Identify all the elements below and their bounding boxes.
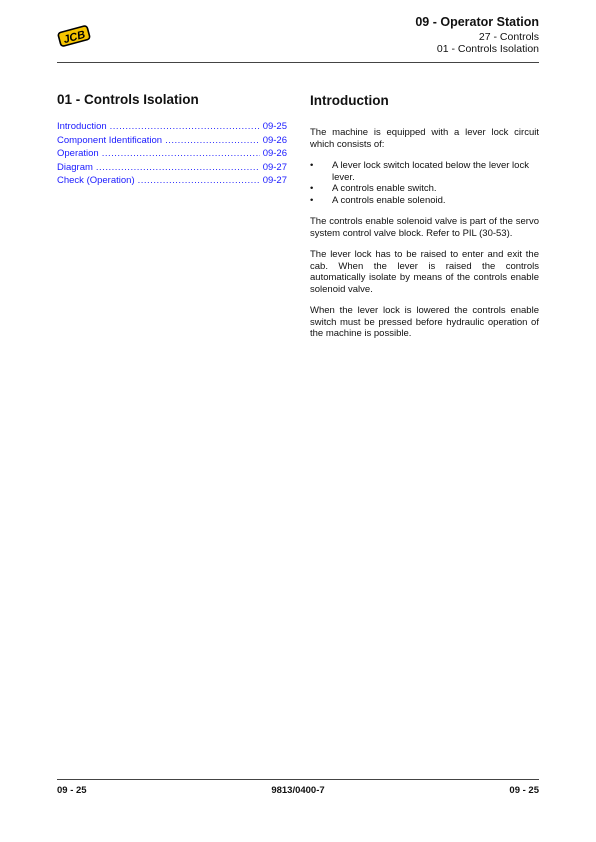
toc-leader	[138, 175, 260, 186]
footer-page-left: 09 - 25	[57, 785, 87, 796]
toc-page: 09-25	[262, 121, 287, 132]
toc-leader	[165, 135, 260, 146]
list-item	[310, 160, 539, 183]
toc-label: Operation	[57, 148, 99, 159]
topic-title: 01 - Controls Isolation	[436, 43, 539, 55]
header-rule	[57, 62, 539, 63]
toc-leader	[96, 162, 260, 173]
lever-lowered-paragraph: When the lever lock is lowered the controls enable switch must be pressed before hydraulic operation of the machine is possible.	[310, 305, 539, 339]
footer-doc-number: 9813/0400-7	[271, 785, 325, 796]
page-header	[415, 16, 539, 56]
toc-label: Check (Operation)	[57, 175, 135, 186]
toc-leader	[102, 148, 260, 159]
subsection-title: 27 - Controls	[478, 30, 539, 43]
list-item	[310, 195, 539, 207]
toc-label: Diagram	[57, 161, 93, 173]
list-item-text: A lever lock switch located below the lever lock lever.	[332, 160, 529, 183]
toc-page: 09-26	[262, 134, 287, 146]
section-heading: Introduction	[310, 93, 389, 108]
section-title: 09 - Operator Station	[415, 15, 539, 29]
bullet-icon: •	[310, 160, 314, 171]
lever-raised-paragraph: The lever lock has to be raised to enter and exit the cab. When the lever is raised the controls automatically isolate by means of the controls enable solenoid valve.	[310, 249, 539, 295]
toc-page: 09-26	[262, 148, 287, 159]
toc-page: 09-27	[262, 161, 287, 173]
bullet-icon: •	[310, 183, 314, 194]
toc-link-operation[interactable]	[57, 148, 287, 162]
footer-rule	[57, 779, 539, 780]
introduction-section	[310, 92, 539, 350]
intro-paragraph: The machine is equipped with a lever lock circuit which consists of:	[310, 127, 539, 150]
toc-label: Introduction	[57, 121, 107, 132]
component-list	[310, 160, 539, 206]
table-of-contents	[57, 121, 287, 189]
svg-text:JCB: JCB	[62, 28, 87, 47]
page-title: 01 - Controls Isolation	[57, 92, 199, 107]
bullet-icon: •	[310, 194, 314, 206]
toc-link-diagram[interactable]	[57, 162, 287, 176]
toc-label: Component Identification	[57, 134, 163, 146]
list-item-text: A controls enable solenoid.	[332, 194, 446, 206]
list-item	[310, 183, 539, 195]
solenoid-paragraph: The controls enable solenoid valve is part of the servo system control valve block. Refer to PIL (30-53).	[310, 216, 539, 239]
footer-page-right: 09 - 25	[509, 785, 539, 796]
toc-link-component-identification[interactable]	[57, 135, 287, 149]
toc-link-check-operation[interactable]	[57, 175, 287, 189]
list-item-text: A controls enable switch.	[332, 183, 437, 194]
toc-leader	[110, 121, 260, 132]
toc-page: 09-27	[262, 175, 287, 186]
jcb-logo	[57, 24, 91, 48]
toc-link-introduction[interactable]	[57, 121, 287, 135]
